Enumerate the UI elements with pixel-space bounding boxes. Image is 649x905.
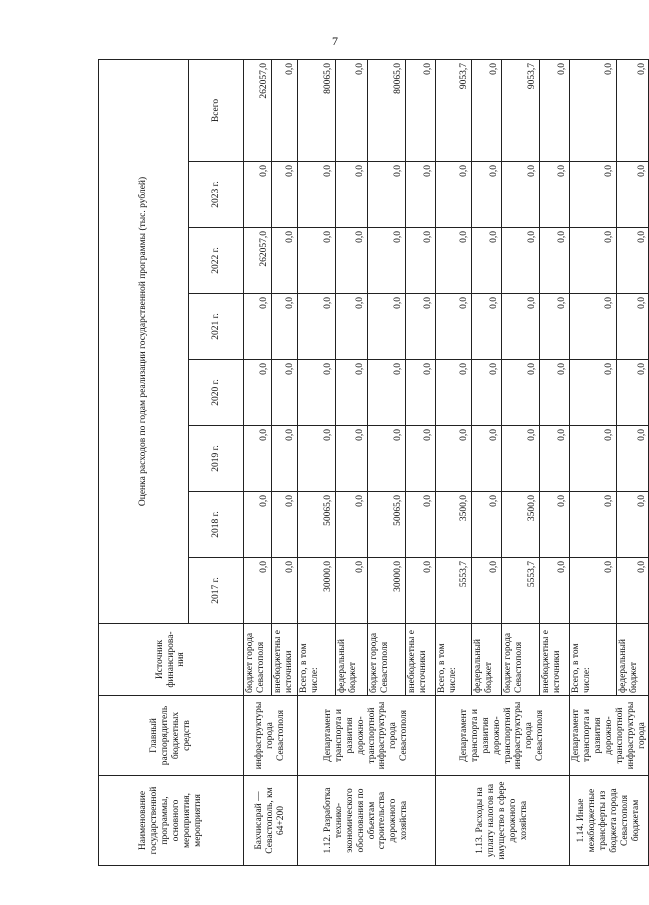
table-header xyxy=(99,59,244,865)
year-value: 0,0 xyxy=(570,492,617,558)
table-body xyxy=(244,59,649,865)
year-value: 0,0 xyxy=(298,294,336,360)
year-value: 0,0 xyxy=(570,426,617,492)
rotated-table-area xyxy=(98,60,647,866)
year-value: 0,0 xyxy=(616,228,649,294)
year-value: 0,0 xyxy=(244,492,272,558)
total-value: 0,0 xyxy=(540,59,570,161)
year-value: 0,0 xyxy=(406,162,436,228)
funding-source: федеральный бюджет xyxy=(472,624,502,696)
year-value: 0,0 xyxy=(436,228,472,294)
funding-source: Всего, в том числе: xyxy=(436,624,472,696)
budget-manager: Департамент транспорта и развития дорожно-транспортной инфраструктуры города Севастополя xyxy=(298,696,436,776)
year-value: 0,0 xyxy=(616,162,649,228)
funding-source: бюджет города Севастополя xyxy=(502,624,540,696)
header-year-1: 2017 г. xyxy=(189,558,244,624)
year-value: 0,0 xyxy=(336,162,368,228)
year-value: 0,0 xyxy=(472,558,502,624)
total-value: 0,0 xyxy=(336,59,368,161)
table-row xyxy=(570,59,617,865)
year-value: 0,0 xyxy=(502,162,540,228)
year-value: 0,0 xyxy=(272,492,298,558)
year-value: 0,0 xyxy=(368,294,406,360)
year-value: 0,0 xyxy=(298,360,336,426)
year-value: 0,0 xyxy=(472,294,502,360)
header-year-6: 2022 г. xyxy=(189,228,244,294)
header-estimate: Оценка расходов по годам реализации государственной программы (тыс. рублей) xyxy=(99,59,189,623)
year-value: 0,0 xyxy=(570,558,617,624)
year-value: 0,0 xyxy=(336,360,368,426)
funding-source: федеральный бюджет xyxy=(336,624,368,696)
total-value: 0,0 xyxy=(272,59,298,161)
year-value: 0,0 xyxy=(616,558,649,624)
year-value: 0,0 xyxy=(570,228,617,294)
header-year-3: 2019 г. xyxy=(189,426,244,492)
year-value: 0,0 xyxy=(368,162,406,228)
measure-name: 1.14. Иные межбюджетные трансферты из бюджета города Севастополя бюджетам xyxy=(570,776,649,866)
funding-source: бюджет города Севастополя xyxy=(368,624,406,696)
year-value: 0,0 xyxy=(368,426,406,492)
budget-table xyxy=(98,59,649,866)
year-value: 0,0 xyxy=(272,228,298,294)
year-value: 0,0 xyxy=(540,228,570,294)
total-value: 80065,0 xyxy=(298,59,336,161)
year-value: 0,0 xyxy=(406,558,436,624)
year-value: 0,0 xyxy=(368,360,406,426)
header-name: Наименование государственной программы, основного мероприятия, мероприятия xyxy=(99,776,244,866)
year-value: 0,0 xyxy=(472,162,502,228)
year-value: 0,0 xyxy=(472,426,502,492)
total-value: 0,0 xyxy=(616,59,649,161)
year-value: 0,0 xyxy=(272,360,298,426)
year-value: 0,0 xyxy=(502,228,540,294)
year-value: 0,0 xyxy=(244,360,272,426)
year-value: 0,0 xyxy=(502,426,540,492)
header-year-5: 2021 г. xyxy=(189,294,244,360)
year-value: 0,0 xyxy=(436,294,472,360)
year-value: 0,0 xyxy=(472,228,502,294)
table-row xyxy=(436,59,472,865)
total-value: 0,0 xyxy=(406,59,436,161)
year-value: 30000,0 xyxy=(298,558,336,624)
year-value: 0,0 xyxy=(336,558,368,624)
total-value: 9053,7 xyxy=(436,59,472,161)
total-value: 80065,0 xyxy=(368,59,406,161)
year-value: 0,0 xyxy=(502,294,540,360)
total-value: 262057,0 xyxy=(244,59,272,161)
year-value: 5553,7 xyxy=(502,558,540,624)
year-value: 0,0 xyxy=(298,426,336,492)
table-rotation-frame xyxy=(98,60,647,866)
measure-name: 1.13. Расходы на уплату налогов на имущество в сфере дорожного хозяйства xyxy=(436,776,570,866)
year-value: 0,0 xyxy=(540,162,570,228)
year-value: 50065,0 xyxy=(368,492,406,558)
year-value: 0,0 xyxy=(472,492,502,558)
header-year-8: Всего xyxy=(189,59,244,161)
header-source: Источник финансирова-ния xyxy=(99,624,244,696)
total-value: 9053,7 xyxy=(502,59,540,161)
year-value: 0,0 xyxy=(472,360,502,426)
year-value: 0,0 xyxy=(436,360,472,426)
year-value: 0,0 xyxy=(406,228,436,294)
year-value: 0,0 xyxy=(616,360,649,426)
year-value: 50065,0 xyxy=(298,492,336,558)
funding-source: Всего, в том числе: xyxy=(570,624,617,696)
year-value: 0,0 xyxy=(436,162,472,228)
year-value: 0,0 xyxy=(406,294,436,360)
year-value: 0,0 xyxy=(368,228,406,294)
year-value: 0,0 xyxy=(502,360,540,426)
year-value: 0,0 xyxy=(570,360,617,426)
funding-source: внебюджетны е источники xyxy=(540,624,570,696)
year-value: 0,0 xyxy=(540,360,570,426)
funding-source: федеральный бюджет xyxy=(616,624,649,696)
budget-manager: Департамент транспорта и развития дорожно-транспортной инфраструктуры города Севастополя xyxy=(436,696,570,776)
header-year-4: 2020 г. xyxy=(189,360,244,426)
year-value: 0,0 xyxy=(244,426,272,492)
year-value: 30000,0 xyxy=(368,558,406,624)
year-value: 0,0 xyxy=(540,558,570,624)
header-row-1 xyxy=(99,59,189,865)
year-value: 0,0 xyxy=(540,294,570,360)
year-value: 0,0 xyxy=(272,558,298,624)
total-value: 0,0 xyxy=(472,59,502,161)
total-value: 0,0 xyxy=(570,59,617,161)
year-value: 3500,0 xyxy=(436,492,472,558)
budget-manager: инфраструктуры города Севастополя xyxy=(244,696,298,776)
header-year-2: 2018 г. xyxy=(189,492,244,558)
measure-name: 1.12. Разработка технико-экономического обоснования по объектам строительства дорожного хозяйства xyxy=(298,776,436,866)
year-value: 0,0 xyxy=(244,558,272,624)
year-value: 0,0 xyxy=(436,426,472,492)
year-value: 0,0 xyxy=(616,492,649,558)
page-number: 7 xyxy=(332,34,338,48)
year-value: 0,0 xyxy=(570,294,617,360)
funding-source: внебюджетны е источники xyxy=(406,624,436,696)
year-value: 0,0 xyxy=(336,492,368,558)
year-value: 262057,0 xyxy=(244,228,272,294)
funding-source: Всего, в том числе: xyxy=(298,624,336,696)
header-manager: Главный распорядитель бюджетных средств xyxy=(99,696,244,776)
year-value: 0,0 xyxy=(616,426,649,492)
table-row xyxy=(298,59,336,865)
year-value: 0,0 xyxy=(336,294,368,360)
year-value: 0,0 xyxy=(570,162,617,228)
year-value: 0,0 xyxy=(406,426,436,492)
year-value: 0,0 xyxy=(540,492,570,558)
funding-source: внебюджетны е источники xyxy=(272,624,298,696)
year-value: 0,0 xyxy=(336,228,368,294)
year-value: 5553,7 xyxy=(436,558,472,624)
year-value: 3500,0 xyxy=(502,492,540,558)
year-value: 0,0 xyxy=(298,228,336,294)
year-value: 0,0 xyxy=(244,294,272,360)
year-value: 0,0 xyxy=(336,426,368,492)
year-value: 0,0 xyxy=(272,162,298,228)
year-value: 0,0 xyxy=(616,294,649,360)
header-year-7: 2023 г. xyxy=(189,162,244,228)
funding-source: бюджет города Севастополя xyxy=(244,624,272,696)
year-value: 0,0 xyxy=(406,360,436,426)
year-value: 0,0 xyxy=(406,492,436,558)
year-value: 0,0 xyxy=(244,162,272,228)
year-value: 0,0 xyxy=(272,426,298,492)
budget-manager: Департамент транспорта и развития дорожно-транспортной инфраструктуры города xyxy=(570,696,649,776)
year-value: 0,0 xyxy=(298,162,336,228)
year-value: 0,0 xyxy=(272,294,298,360)
table-row xyxy=(244,59,272,865)
year-value: 0,0 xyxy=(540,426,570,492)
measure-name: Бахчисарай — Севастополь, км 64+200 xyxy=(244,776,298,866)
